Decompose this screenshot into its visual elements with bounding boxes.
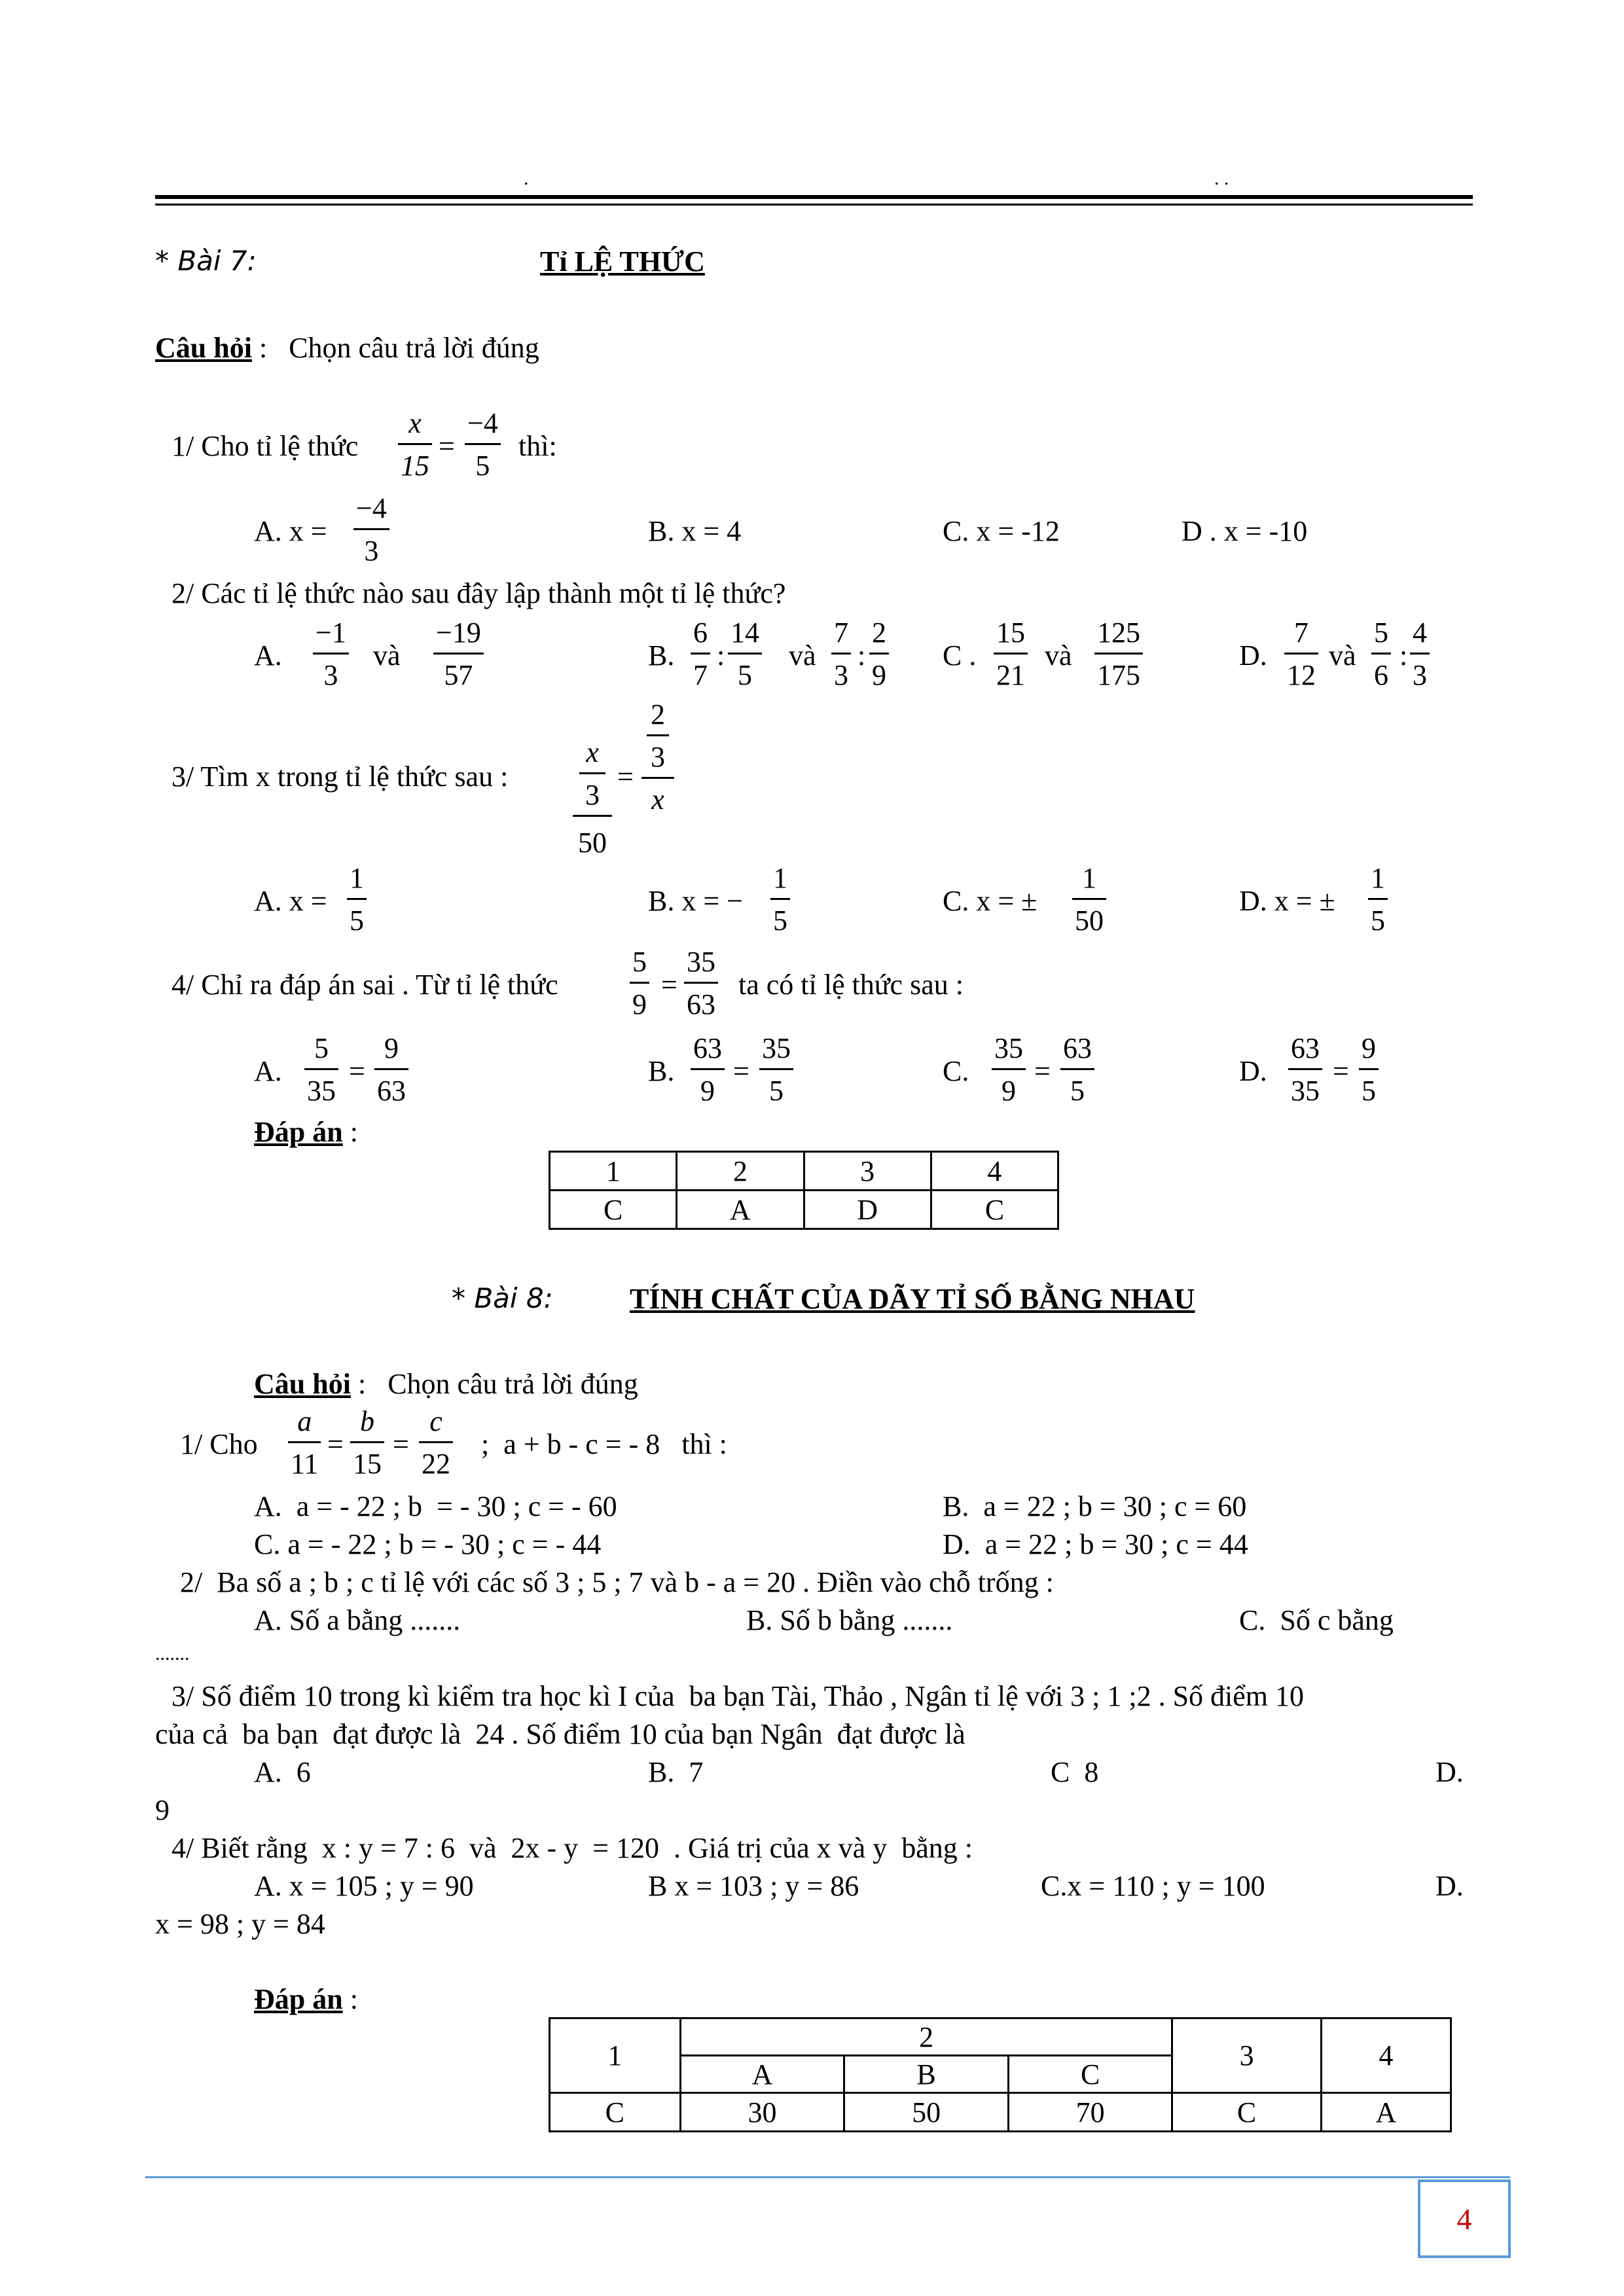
b8q1-b: B. a = 22 ; b = 30 ; c = 60 [943,1490,1247,1522]
b7q2-c-label: C . [943,639,977,672]
b7q2-b-frac3: $\frac{7}{3}$ [831,619,851,690]
b7q4-b-label: B. [648,1055,675,1087]
b8q3-line1: 3/ Số điểm 10 trong kì kiểm tra học kì I của ba bạn Tài, Thảo , Ngân tỉ lệ với 3 ; 1 ;2 . Số điểm 10 [171,1680,1305,1712]
b7q3-c-frac: $\frac{1}{50}$ [1072,864,1106,935]
bai7-answer-table [549,1151,1059,1230]
b7t-h1: 1 [550,1152,677,1191]
b8t-h2: 2 [680,2018,1172,2056]
b8t-h4: 4 [1321,2018,1451,2093]
bai7-answer-label: Đáp án [254,1116,343,1148]
page-number: 4 [1418,2179,1511,2258]
b8q2-b: B. Số b bằng ....... [746,1604,953,1636]
b7t-h4: 4 [931,1152,1058,1191]
b8t-vC: 70 [1008,2093,1172,2132]
b8q2-cont: ....... [155,1643,190,1664]
b8q1-c: C. a = - 22 ; b = - 30 ; c = - 44 [254,1528,602,1560]
b7q4-b-eq: = [733,1055,749,1087]
b7q3-a-label: A. x = [254,885,327,917]
b7q2-a-va: và [373,639,401,672]
b7q4-c-frac1: $\frac{35}{9}$ [992,1034,1026,1105]
b7q3-eq: = [617,761,634,793]
b8t-v4: A [1321,2093,1451,2132]
bai7-question-line [155,334,539,363]
b7t-h3: 3 [804,1152,931,1191]
b8q3-b: B. 7 [648,1756,704,1788]
table-row [550,1191,1058,1229]
table-row [550,2018,1451,2056]
b7q2-c-va: và [1045,639,1072,672]
b7t-v4: C [931,1191,1058,1229]
b7q3-prefix: 3/ Tìm x trong tỉ lệ thức sau : [171,761,509,793]
b8q1-prefix: 1/ Cho [180,1428,258,1460]
b7q3-b-frac: $\frac{1}{5}$ [770,864,790,935]
b7q2-d-va: và [1329,639,1356,672]
bai8-question-text: Chọn câu trả lời đúng [388,1368,638,1400]
b7t-v3: D [804,1191,931,1229]
b7q1-frac1: $\frac{x}{15}$ [398,409,432,480]
b7q4-d-frac2: $\frac{9}{5}$ [1359,1034,1379,1105]
b8q1-frac3: $\frac{c}{22}$ [419,1407,453,1479]
b7q2-c-frac1: $\frac{15}{21}$ [994,619,1028,690]
bai8-answer-label: Đáp án [254,1983,343,2015]
b7q4-c-frac2: $\frac{63}{5}$ [1060,1034,1094,1105]
b8t-v3: C [1172,2093,1321,2132]
b8t-vB: 50 [844,2093,1009,2132]
b7q2-d-frac3: $\frac{4}{3}$ [1410,619,1430,690]
b8t-subA: A [680,2056,844,2093]
bai7-question-label: Câu hỏi [155,332,252,364]
b8q4-d-cont: x = 98 ; y = 84 [155,1908,325,1940]
b8t-subC: C [1008,2056,1172,2093]
bai8-title: TÍNH CHẤT CỦA DÃY TỈ SỐ BẰNG NHAU [630,1283,1195,1315]
b8q3-a: A. 6 [254,1756,311,1788]
b7q2-b-label: B. [648,639,675,672]
bai7-question-colon: : [259,332,268,364]
b7q1-a-frac: $\frac{-4}{3}$ [353,494,389,565]
b8q2-text: 2/ Ba số a ; b ; c tỉ lệ với các số 3 ; 5 ; 7 và b - a = 20 . Điền vào chỗ trống : [180,1566,1054,1598]
b7q2-b-colon2: : [857,639,866,672]
b7q4-a-eq: = [349,1055,365,1087]
b8q1-suffix: ; a + b - c = - 8 thì : [481,1428,727,1460]
bai7-title: Tỉ LỆ THỨC [540,245,705,278]
b7q1-frac2: $\frac{-4}{5}$ [465,409,501,480]
b7q1-c: C. x = -12 [943,515,1060,547]
b7q2-a-label: A. [254,639,282,672]
b8q1-frac2: $\frac{b}{15}$ [350,1407,384,1479]
b7q2-b-frac2: $\frac{14}{5}$ [728,619,762,690]
b7q2-d-frac2: $\frac{5}{6}$ [1371,619,1391,690]
b8q2-c: C. Số c bằng [1239,1604,1394,1636]
b7q3-right-complex-frac: 2 3 x [641,700,674,814]
b8q1-eq2: = [393,1428,409,1460]
b7q3-c-label: C. x = ± [943,885,1038,917]
b7q2-text: 2/ Các tỉ lệ thức nào sau đây lập thành một tỉ lệ thức? [171,577,786,609]
b7q4-b-frac1: $\frac{63}{9}$ [691,1034,725,1105]
b8q4-c: C.x = 110 ; y = 100 [1041,1870,1265,1902]
b8q4-text: 4/ Biết rằng x : y = 7 : 6 và 2x - y = 120 . Giá trị của x và y bằng : [171,1832,973,1864]
b7q4-d-eq: = [1333,1055,1349,1087]
b8q3-d: D. [1435,1756,1464,1788]
b8q3-d-cont: 9 [155,1794,170,1826]
b7q1-a-label: A. x = [254,515,327,547]
bai8-question-line [254,1370,638,1399]
b8q1-frac1: $\frac{a}{11}$ [288,1407,321,1479]
b7q2-d-frac1: $\frac{7}{12}$ [1284,619,1318,690]
b7q4-suffix: ta có tỉ lệ thức sau : [738,969,964,1001]
bai8-label: * Bài 8: [452,1282,553,1314]
b7q4-d-frac1: $\frac{63}{35}$ [1288,1034,1322,1105]
b8q4-b: B x = 103 ; y = 86 [648,1870,859,1902]
table-row [550,2093,1451,2132]
b7q4-a-frac1: $\frac{5}{35}$ [304,1034,338,1105]
b8t-h1: 1 [550,2018,681,2093]
b8q1-a: A. a = - 22 ; b = - 30 ; c = - 60 [254,1490,617,1522]
table-row [550,1152,1058,1191]
b8t-h3: 3 [1172,2018,1321,2093]
b7q2-d-label: D. [1239,639,1267,672]
bai7-answer-colon: : [350,1116,358,1148]
b7q4-eq: = [661,969,677,1001]
b7q2-a-frac1: $\frac{-1}{3}$ [313,619,349,690]
b7q1-d: D . x = -10 [1182,515,1308,547]
header-rule-thick [155,195,1473,199]
b8q3-line2: của cả ba bạn đạt được là 24 . Số điểm 10 của bạn Ngân đạt được là [155,1718,965,1750]
bai7-label: * Bài 7: [155,245,257,277]
b7q4-b-frac2: $\frac{35}{5}$ [759,1034,793,1105]
b7q4-d-label: D. [1239,1055,1267,1087]
b7q2-b-frac1: $\frac{6}{7}$ [691,619,710,690]
b7q2-b-frac4: $\frac{2}{9}$ [869,619,889,690]
b7q3-left-complex-frac: x 3 50 [573,738,612,857]
b8q3-c: C 8 [1051,1756,1099,1788]
b8q2-a: A. Số a bằng ....... [254,1604,461,1636]
b7t-v2: A [677,1191,804,1229]
b7q2-d-colon: : [1399,639,1408,672]
b7q2-b-va: và [789,639,816,672]
bai7-question-text: Chọn câu trả lời đúng [289,332,539,364]
footer-rule [145,2176,1510,2178]
b7q4-a-label: A. [254,1055,282,1087]
b7q2-a-frac2: $\frac{-19}{57}$ [433,619,484,690]
bai8-answer-colon: : [350,1983,358,2015]
bai8-question-label: Câu hỏi [254,1368,351,1400]
b7q2-c-frac2: $\frac{125}{175}$ [1094,619,1143,690]
b8t-vA: 30 [680,2093,844,2132]
b8q1-eq1: = [327,1428,344,1460]
b7q1-b: B. x = 4 [648,515,742,547]
header-dot: . [524,168,529,189]
b7q4-c-eq: = [1034,1055,1051,1087]
bai8-answer-line [254,1985,358,2014]
b8q1-d: D. a = 22 ; b = 30 ; c = 44 [943,1528,1248,1560]
b7q3-b-label: B. x = − [648,885,743,917]
b7q1-suffix: thì: [518,430,557,462]
b7q4-a-frac2: $\frac{9}{63}$ [374,1034,408,1105]
header-rule-thin [155,204,1473,206]
b7q4-prefix: 4/ Chỉ ra đáp án sai . Từ tỉ lệ thức [171,969,558,1001]
b7q3-d-frac: $\frac{1}{5}$ [1368,864,1388,935]
b7q1-eq: = [439,430,455,462]
b8q4-a: A. x = 105 ; y = 90 [254,1870,474,1902]
b7q4-frac2: $\frac{35}{63}$ [684,948,718,1019]
bai8-question-colon: : [357,1368,367,1400]
bai7-answer-line [254,1118,358,1147]
b8t-v1: C [550,2093,681,2132]
bai8-answer-table [549,2017,1452,2132]
b8q4-d: D. [1435,1870,1464,1902]
b7q3-a-frac: $\frac{1}{5}$ [347,864,367,935]
b7q2-b-colon1: : [717,639,725,672]
b7q4-frac1: $\frac{5}{9}$ [630,948,649,1019]
b7q1-prefix: 1/ Cho tỉ lệ thức [171,430,359,462]
header-dots: . . [1214,168,1229,189]
b7q3-d-label: D. x = ± [1239,885,1335,917]
b8t-subB: B [844,2056,1009,2093]
b7q4-c-label: C. [943,1055,969,1087]
b7t-v1: C [550,1191,677,1229]
b7t-h2: 2 [677,1152,804,1191]
